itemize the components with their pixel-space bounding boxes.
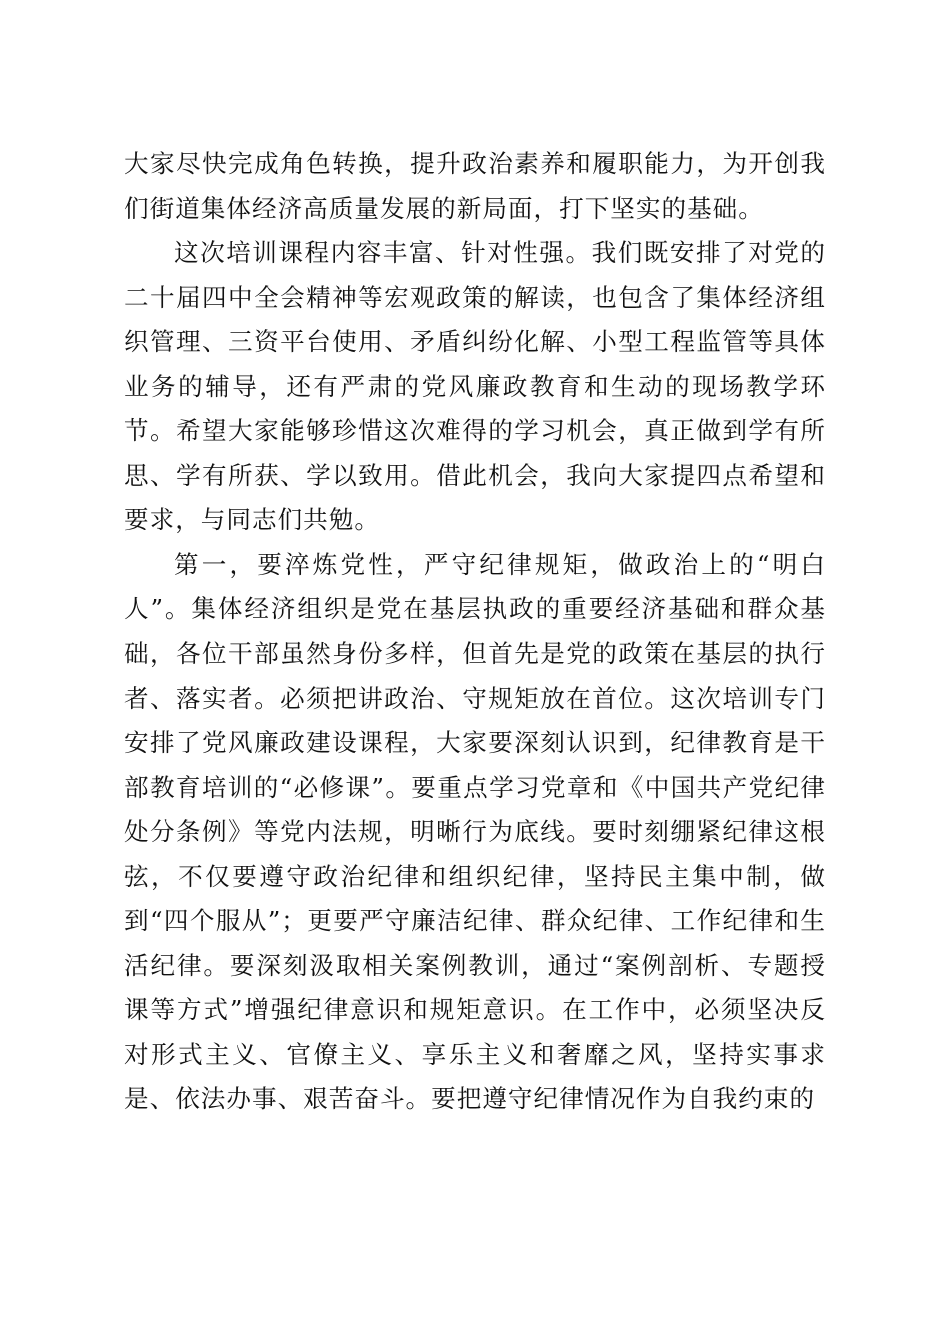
paragraph-1: 大家尽快完成角色转换，提升政治素养和履职能力，为开创我们街道集体经济高质量发展的新局面，打下坚实的基础。	[124, 149, 826, 223]
body-text	[124, 142, 826, 1122]
paragraph-2: 这次培训课程内容丰富、针对性强。我们既安排了对党的二十届四中全会精神等宏观政策的解读，也包含了集体经济组织管理、三资平台使用、矛盾纠纷化解、小型工程监管等具体业务的辅导，还有严肃的党风廉政教育和生动的现场教学环节。希望大家能够珍惜这次难得的学习机会，真正做到学有所思、学有所获、学以致用。借此机会，我向大家提四点希望和要求，与同志们共勉。	[124, 238, 826, 535]
paragraph-3: 第一，要淬炼党性，严守纪律规矩，做政治上的“明白人”。集体经济组织是党在基层执政的重要经济基础和群众基础，各位干部虽然身份多样，但首先是党的政策在基层的执行者、落实者。必须把讲政治、守规矩放在首位。这次培训专门安排了党风廉政建设课程，大家要深刻认识到，纪律教育是干部教育培训的“必修课”。要重点学习党章和《中国共产党纪律处分条例》等党内法规，明晰行为底线。要时刻绷紧纪律这根弦，不仅要遵守政治纪律和组织纪律，坚持民主集中制，做到“四个服从”；更要严守廉洁纪律、群众纪律、工作纪律和生活纪律。要深刻汲取相关案例教训，通过“案例剖析、专题授课等方式”增强纪律意识和规矩意识。在工作中，必须坚决反对形式主义、官僚主义、享乐主义和奢靡之风，坚持实事求是、依法办事、艰苦奋斗。要把遵守纪律情况作为自我约束的	[124, 549, 826, 1114]
